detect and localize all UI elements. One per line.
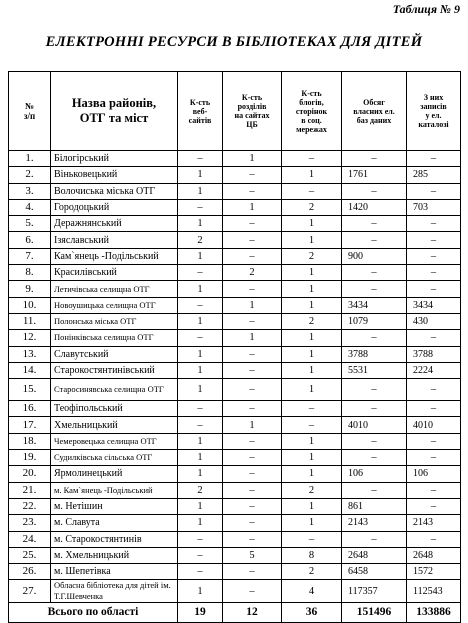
- table-row: [9, 362, 461, 378]
- table-row: [9, 199, 461, 215]
- cell-name: Ізяславський: [51, 232, 178, 248]
- header-num-label: № з/п: [23, 101, 36, 121]
- cell-sections: –: [223, 498, 282, 514]
- cell-sections: –: [223, 401, 282, 417]
- cell-catalog: –: [407, 232, 461, 248]
- cell-volume: 2648: [342, 547, 407, 563]
- header-sites: [178, 72, 223, 151]
- cell-sections: –: [223, 167, 282, 183]
- cell-sites: –: [178, 297, 223, 313]
- cell-sites: –: [178, 417, 223, 433]
- table-row: [9, 151, 461, 167]
- cell-sites: 2: [178, 232, 223, 248]
- cell-blogs: 1: [282, 346, 342, 362]
- cell-volume: 4010: [342, 417, 407, 433]
- cell-volume: 2143: [342, 515, 407, 531]
- cell-catalog: –: [407, 265, 461, 281]
- cell-volume: 3434: [342, 297, 407, 313]
- cell-sections: –: [223, 580, 282, 603]
- cell-blogs: 1: [282, 330, 342, 346]
- cell-num: 18.: [9, 433, 51, 449]
- cell-name: Славутський: [51, 346, 178, 362]
- cell-volume: 6458: [342, 564, 407, 580]
- cell-sections: 5: [223, 547, 282, 563]
- cell-volume: –: [342, 330, 407, 346]
- cell-num: 26.: [9, 564, 51, 580]
- cell-blogs: 2: [282, 482, 342, 498]
- cell-num: 24.: [9, 531, 51, 547]
- cell-sections: –: [223, 450, 282, 466]
- cell-blogs: 1: [282, 379, 342, 401]
- cell-name: Судилківська сільська ОТГ: [51, 450, 178, 466]
- cell-sites: 1: [178, 313, 223, 329]
- cell-num: 27.: [9, 580, 51, 603]
- cell-sections: –: [223, 564, 282, 580]
- cell-sites: 1: [178, 281, 223, 297]
- cell-volume: 1079: [342, 313, 407, 329]
- cell-name: Новоушицька селищна ОТГ: [51, 297, 178, 313]
- total-label: Всього по області: [9, 603, 178, 623]
- cell-catalog: –: [407, 183, 461, 199]
- cell-num: 14.: [9, 362, 51, 378]
- cell-name: Красилівський: [51, 265, 178, 281]
- cell-name: Теофіпольський: [51, 401, 178, 417]
- cell-num: 11.: [9, 313, 51, 329]
- cell-num: 10.: [9, 297, 51, 313]
- cell-blogs: 1: [282, 265, 342, 281]
- cell-num: 2.: [9, 167, 51, 183]
- cell-name: Волочиська міська ОТГ: [51, 183, 178, 199]
- cell-catalog: –: [407, 433, 461, 449]
- cell-catalog: 2143: [407, 515, 461, 531]
- cell-blogs: 2: [282, 199, 342, 215]
- cell-sections: 1: [223, 330, 282, 346]
- cell-num: 19.: [9, 450, 51, 466]
- cell-num: 5.: [9, 216, 51, 232]
- header-catalog: [407, 72, 461, 151]
- cell-sections: 1: [223, 297, 282, 313]
- cell-name: Полонська міська ОТГ: [51, 313, 178, 329]
- table-row: [9, 515, 461, 531]
- cell-volume: 1420: [342, 199, 407, 215]
- cell-name: Летичівська селищна ОТГ: [51, 281, 178, 297]
- cell-num: 1.: [9, 151, 51, 167]
- cell-sites: –: [178, 401, 223, 417]
- cell-blogs: –: [282, 183, 342, 199]
- cell-sections: –: [223, 216, 282, 232]
- cell-catalog: –: [407, 216, 461, 232]
- cell-catalog: –: [407, 281, 461, 297]
- table-row: [9, 482, 461, 498]
- total-sections: 12: [223, 603, 282, 623]
- table-row: [9, 232, 461, 248]
- table-row: [9, 379, 461, 401]
- cell-name: м. Славута: [51, 515, 178, 531]
- cell-num: 22.: [9, 498, 51, 514]
- cell-volume: 861: [342, 498, 407, 514]
- cell-catalog: 2648: [407, 547, 461, 563]
- cell-name: Хмельницький: [51, 417, 178, 433]
- cell-volume: 900: [342, 248, 407, 264]
- cell-sites: 1: [178, 183, 223, 199]
- cell-sections: –: [223, 313, 282, 329]
- header-blogs-label: К-сть блогів, сторінок в соц. мережах: [295, 88, 328, 134]
- cell-sections: 1: [223, 199, 282, 215]
- total-volume: 151496: [342, 603, 407, 623]
- header-blogs: [282, 72, 342, 151]
- cell-blogs: –: [282, 401, 342, 417]
- cell-blogs: –: [282, 151, 342, 167]
- table-row: [9, 248, 461, 264]
- header-sections: [223, 72, 282, 151]
- cell-blogs: –: [282, 417, 342, 433]
- cell-sections: –: [223, 466, 282, 482]
- cell-catalog: 4010: [407, 417, 461, 433]
- header-name-label: Назва районів, ОТГ та міст: [71, 96, 157, 125]
- cell-name: Ярмолинецький: [51, 466, 178, 482]
- cell-blogs: 1: [282, 281, 342, 297]
- cell-sections: –: [223, 482, 282, 498]
- cell-num: 4.: [9, 199, 51, 215]
- table-row: [9, 265, 461, 281]
- resources-table: [8, 71, 461, 623]
- cell-name: Кам`янець -Подільський: [51, 248, 178, 264]
- cell-volume: 3788: [342, 346, 407, 362]
- cell-num: 12.: [9, 330, 51, 346]
- cell-num: 13.: [9, 346, 51, 362]
- cell-sites: –: [178, 199, 223, 215]
- header-catalog-label: З них записів у ел. каталозі: [418, 93, 449, 129]
- header-name: [51, 72, 178, 151]
- cell-catalog: 3788: [407, 346, 461, 362]
- cell-name: м. Старокостянтинів: [51, 531, 178, 547]
- cell-volume: –: [342, 482, 407, 498]
- cell-catalog: 2224: [407, 362, 461, 378]
- table-row: [9, 564, 461, 580]
- cell-blogs: 1: [282, 167, 342, 183]
- table-row: [9, 346, 461, 362]
- cell-num: 9.: [9, 281, 51, 297]
- cell-blogs: 1: [282, 216, 342, 232]
- cell-sites: 1: [178, 580, 223, 603]
- cell-catalog: –: [407, 401, 461, 417]
- cell-name: Старокостянтинівський: [51, 362, 178, 378]
- table-row: [9, 330, 461, 346]
- table-row: [9, 401, 461, 417]
- table-row: [9, 216, 461, 232]
- table-row: [9, 498, 461, 514]
- cell-catalog: 703: [407, 199, 461, 215]
- cell-blogs: 1: [282, 498, 342, 514]
- cell-blogs: 1: [282, 515, 342, 531]
- cell-sites: 1: [178, 515, 223, 531]
- cell-sections: –: [223, 515, 282, 531]
- table-header-row: [9, 72, 461, 151]
- table-caption: Таблиця № 9: [392, 2, 460, 16]
- cell-num: 3.: [9, 183, 51, 199]
- cell-blogs: 1: [282, 362, 342, 378]
- cell-catalog: 285: [407, 167, 461, 183]
- table-row: [9, 417, 461, 433]
- table-row: [9, 466, 461, 482]
- cell-blogs: 2: [282, 564, 342, 580]
- cell-num: 7.: [9, 248, 51, 264]
- cell-volume: –: [342, 232, 407, 248]
- table-row: [9, 450, 461, 466]
- cell-sites: 2: [178, 482, 223, 498]
- cell-catalog: –: [407, 482, 461, 498]
- cell-volume: –: [342, 281, 407, 297]
- table-row: [9, 281, 461, 297]
- cell-name: м. Шепетівка: [51, 564, 178, 580]
- cell-sections: –: [223, 248, 282, 264]
- cell-catalog: 106: [407, 466, 461, 482]
- cell-sections: –: [223, 183, 282, 199]
- cell-sites: –: [178, 564, 223, 580]
- total-blogs: 36: [282, 603, 342, 623]
- cell-catalog: –: [407, 248, 461, 264]
- cell-sites: 1: [178, 498, 223, 514]
- cell-blogs: 2: [282, 248, 342, 264]
- table-body: [9, 151, 461, 623]
- cell-volume: –: [342, 183, 407, 199]
- table-row: [9, 183, 461, 199]
- cell-num: 23.: [9, 515, 51, 531]
- cell-num: 21.: [9, 482, 51, 498]
- header-sections-label: К-сть розділів на сайтах ЦБ: [234, 93, 270, 129]
- cell-blogs: 1: [282, 450, 342, 466]
- total-sites: 19: [178, 603, 223, 623]
- cell-sites: 1: [178, 379, 223, 401]
- cell-sections: –: [223, 531, 282, 547]
- cell-name: Віньковецький: [51, 167, 178, 183]
- cell-catalog: –: [407, 531, 461, 547]
- table-row: [9, 167, 461, 183]
- cell-num: 17.: [9, 417, 51, 433]
- cell-catalog: 3434: [407, 297, 461, 313]
- cell-sections: 1: [223, 151, 282, 167]
- cell-sites: 1: [178, 346, 223, 362]
- cell-sections: –: [223, 433, 282, 449]
- cell-blogs: 4: [282, 580, 342, 603]
- cell-num: 15.: [9, 379, 51, 401]
- cell-blogs: 1: [282, 232, 342, 248]
- cell-name: м. Хмельницький: [51, 547, 178, 563]
- cell-name: Старосинявська селищна ОТГ: [51, 379, 178, 401]
- table-row: [9, 531, 461, 547]
- cell-volume: –: [342, 379, 407, 401]
- cell-num: 20.: [9, 466, 51, 482]
- cell-blogs: –: [282, 531, 342, 547]
- cell-sites: 1: [178, 167, 223, 183]
- cell-sections: –: [223, 362, 282, 378]
- table-row: [9, 580, 461, 603]
- cell-name: Білогірський: [51, 151, 178, 167]
- cell-sites: –: [178, 531, 223, 547]
- cell-name: Городоцький: [51, 199, 178, 215]
- cell-sections: –: [223, 346, 282, 362]
- cell-volume: 106: [342, 466, 407, 482]
- document-title: ЕЛЕКТРОННІ РЕСУРСИ В БІБЛІОТЕКАХ ДЛЯ ДІТЕЙ: [45, 34, 423, 50]
- cell-sites: 1: [178, 362, 223, 378]
- header-volume: [342, 72, 407, 151]
- cell-volume: –: [342, 531, 407, 547]
- cell-blogs: 8: [282, 547, 342, 563]
- cell-volume: –: [342, 401, 407, 417]
- cell-volume: 5531: [342, 362, 407, 378]
- cell-sites: 1: [178, 433, 223, 449]
- cell-catalog: –: [407, 151, 461, 167]
- header-num: [9, 72, 51, 151]
- cell-blogs: 1: [282, 297, 342, 313]
- cell-volume: –: [342, 265, 407, 281]
- cell-sections: 2: [223, 265, 282, 281]
- cell-num: 6.: [9, 232, 51, 248]
- table-row: [9, 433, 461, 449]
- cell-sites: 1: [178, 216, 223, 232]
- cell-name: м. Нетішин: [51, 498, 178, 514]
- header-sites-label: К-сть веб- сайтів: [188, 97, 212, 125]
- cell-sections: –: [223, 379, 282, 401]
- cell-catalog: 112543: [407, 580, 461, 603]
- cell-blogs: 1: [282, 466, 342, 482]
- cell-volume: –: [342, 216, 407, 232]
- cell-volume: 1761: [342, 167, 407, 183]
- cell-sites: 1: [178, 248, 223, 264]
- cell-sites: 1: [178, 466, 223, 482]
- total-catalog: 133886: [407, 603, 461, 623]
- cell-catalog: –: [407, 450, 461, 466]
- cell-catalog: –: [407, 330, 461, 346]
- cell-name: Обласна бібліотека для дітей ім. Т.Г.Шевченка: [51, 580, 178, 603]
- table-row: [9, 547, 461, 563]
- cell-volume: 117357: [342, 580, 407, 603]
- cell-name: м. Кам`янець -Подільський: [51, 482, 178, 498]
- table-row: [9, 297, 461, 313]
- cell-sites: –: [178, 547, 223, 563]
- cell-catalog: 1572: [407, 564, 461, 580]
- cell-sections: –: [223, 232, 282, 248]
- cell-sections: –: [223, 281, 282, 297]
- cell-num: 8.: [9, 265, 51, 281]
- cell-volume: –: [342, 433, 407, 449]
- cell-volume: –: [342, 450, 407, 466]
- cell-sites: –: [178, 330, 223, 346]
- cell-name: Деражнянський: [51, 216, 178, 232]
- cell-catalog: 430: [407, 313, 461, 329]
- cell-name: Понінківська селищна ОТГ: [51, 330, 178, 346]
- cell-sections: 1: [223, 417, 282, 433]
- cell-sites: –: [178, 265, 223, 281]
- cell-blogs: 1: [282, 433, 342, 449]
- cell-volume: –: [342, 151, 407, 167]
- cell-sites: –: [178, 151, 223, 167]
- cell-catalog: –: [407, 379, 461, 401]
- cell-name: Чемеровецька селищна ОТГ: [51, 433, 178, 449]
- table-row: [9, 313, 461, 329]
- header-volume-label: Обсяг власних ел. баз даних: [353, 97, 395, 125]
- cell-blogs: 2: [282, 313, 342, 329]
- cell-catalog: –: [407, 498, 461, 514]
- cell-num: 16.: [9, 401, 51, 417]
- cell-num: 25.: [9, 547, 51, 563]
- cell-sites: 1: [178, 450, 223, 466]
